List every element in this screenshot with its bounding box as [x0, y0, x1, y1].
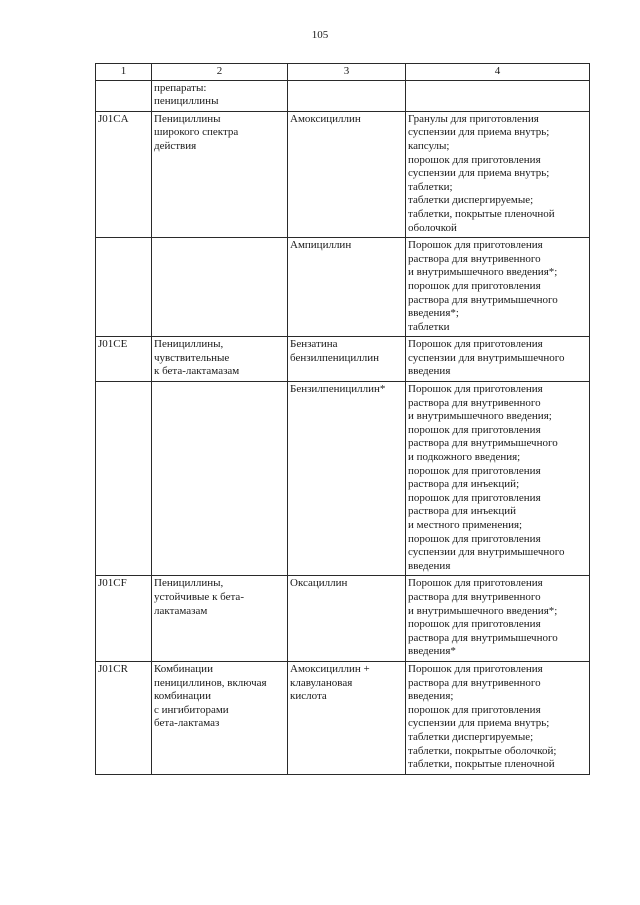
header-cell-3: 3: [288, 64, 406, 81]
drug-table: [95, 63, 590, 775]
dosage-forms-cell: Порошок для приготовления суспензии для внутримышечного введения: [406, 337, 590, 382]
header-row: [96, 64, 590, 81]
atc-code-cell: [96, 80, 152, 111]
atc-code-cell: [96, 238, 152, 337]
table-row: [96, 80, 590, 111]
drug-name-cell: Амоксициллин: [288, 111, 406, 237]
table-row: [96, 111, 590, 237]
table-row: [96, 238, 590, 337]
drug-name-cell: Амоксициллин + клавулановая кислота: [288, 661, 406, 774]
drug-name-cell: Ампициллин: [288, 238, 406, 337]
atc-code-cell: [96, 382, 152, 576]
page-number: 105: [311, 29, 329, 41]
dosage-forms-cell: Гранулы для приготовления суспензии для приема внутрь; капсулы; порошок для приготовления суспензии для приема внутрь; таблетки; таблетки диспергируемые; таблетки, покрытые пленочной оболочкой: [406, 111, 590, 237]
drug-name-cell: Оксациллин: [288, 576, 406, 662]
group-cell: Пенициллины, чувствительные к бета-лактамазам: [152, 337, 288, 382]
dosage-forms-cell: Порошок для приготовления раствора для внутривенного и внутримышечного введения*; порошок для приготовления раствора для внутримышечного введения*: [406, 576, 590, 662]
group-cell: препараты: пенициллины: [152, 80, 288, 111]
header-cell-1: 1: [96, 64, 152, 81]
drug-name-cell: Бензатина бензилпенициллин: [288, 337, 406, 382]
atc-code-cell: J01CA: [96, 111, 152, 237]
atc-code-cell: J01CF: [96, 576, 152, 662]
dosage-forms-cell: [406, 80, 590, 111]
table-row: [96, 337, 590, 382]
group-cell: Комбинации пенициллинов, включая комбинации с ингибиторами бета-лактамаз: [152, 661, 288, 774]
drug-name-cell: Бензилпенициллин*: [288, 382, 406, 576]
dosage-forms-cell: Порошок для приготовления раствора для внутривенного и внутримышечного введения; порошок для приготовления раствора для внутримышечного и подкожного введения; порошок для приготовления раствора для инъекций; порошок для приготовления раствора для инъекций и местного применения; порошок для приготовления суспензии для внутримышечного введения: [406, 382, 590, 576]
group-cell: [152, 238, 288, 337]
header-cell-2: 2: [152, 64, 288, 81]
drug-name-cell: [288, 80, 406, 111]
group-cell: Пенициллины широкого спектра действия: [152, 111, 288, 237]
dosage-forms-cell: Порошок для приготовления раствора для внутривенного и внутримышечного введения*; порошок для приготовления раствора для внутримышечного введения*; таблетки: [406, 238, 590, 337]
atc-code-cell: J01CE: [96, 337, 152, 382]
atc-code-cell: J01CR: [96, 661, 152, 774]
dosage-forms-cell: Порошок для приготовления раствора для внутривенного введения; порошок для приготовления суспензии для приема внутрь; таблетки диспергируемые; таблетки, покрытые оболочкой; таблетки, покрытые пленочной: [406, 661, 590, 774]
group-cell: Пенициллины, устойчивые к бета- лактамазам: [152, 576, 288, 662]
header-cell-4: 4: [406, 64, 590, 81]
table-row: [96, 576, 590, 662]
table-row: [96, 382, 590, 576]
group-cell: [152, 382, 288, 576]
table-row: [96, 661, 590, 774]
